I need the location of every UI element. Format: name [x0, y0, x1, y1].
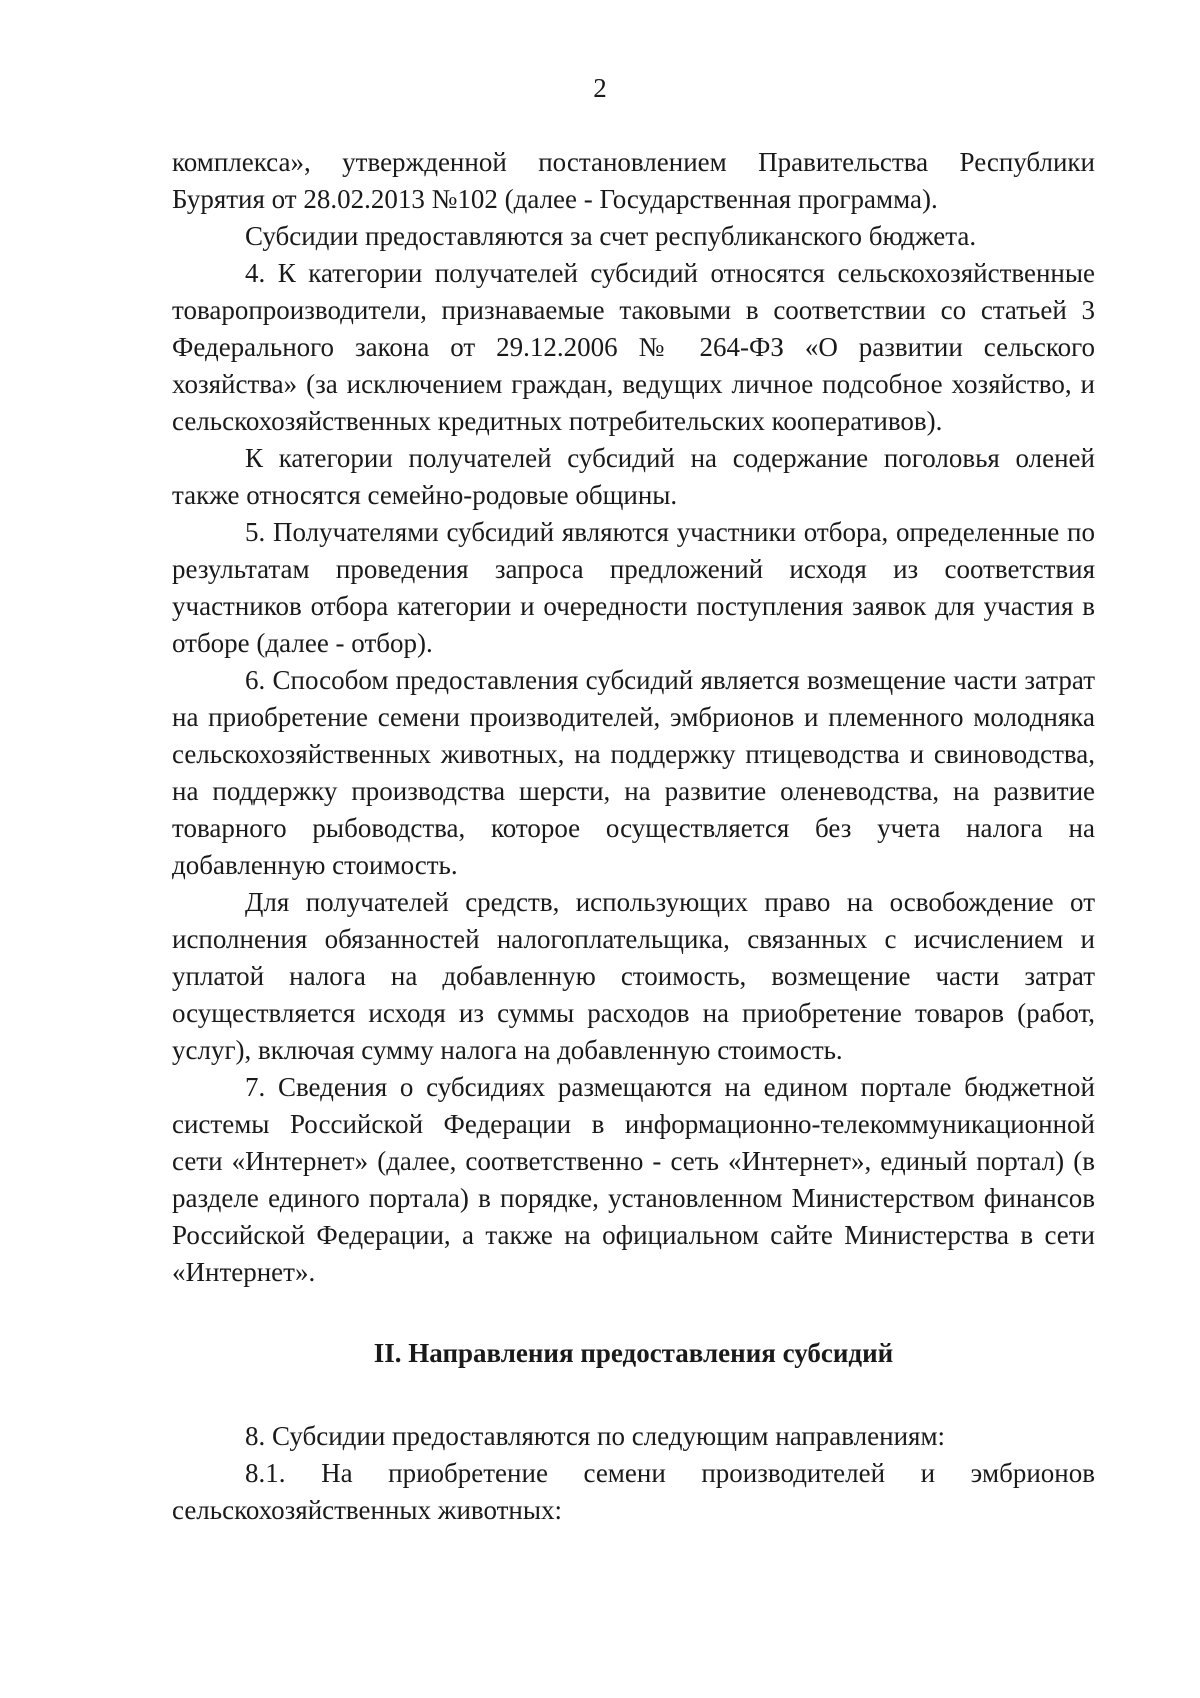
paragraph: 8. Субсидии предоставляются по следующим направлениям:	[245, 1421, 946, 1451]
paragraphs-after-heading	[172, 1418, 1095, 1529]
paragraphs-before-heading	[172, 144, 1095, 1291]
paragraph: 7. Сведения о субсидиях размещаются на едином портале бюджетной системы Российской Федерации в информационно-телекоммуникационной сети «Интернет» (далее, соответственно - сеть «Интернет», единый портал) (в разделе единого портала) в порядке, установленном Министерством финансов Российской Федерации, а также на официальном сайте Министерства в сети «Интернет».	[172, 1072, 1095, 1287]
paragraph: комплекса», утвержденной постановлением Правительства Республики Бурятия от 28.02.2013 №102 (далее - Государственная программа).	[172, 147, 1095, 214]
paragraph: 6. Способом предоставления субсидий является возмещение части затрат на приобретение семени производителей, эмбрионов и племенного молодняка сельскохозяйственных животных, на поддержку птицеводства и свиноводства, на поддержку производства шерсти, на развитие оленеводства, на развитие товарного рыбоводства, которое осуществляется без учета налога на добавленную стоимость.	[172, 665, 1095, 880]
paragraph: Для получателей средств, использующих право на освобождение от исполнения обязанностей налогоплательщика, связанных с исчислением и уплатой налога на добавленную стоимость, возмещение части затрат осуществляется исходя из суммы расходов на приобретение товаров (работ, услуг), включая сумму налога на добавленную стоимость.	[172, 887, 1095, 1065]
section-heading: II. Направления предоставления субсидий	[373, 1338, 894, 1368]
paragraph: 5. Получателями субсидий являются участники отбора, определенные по результатам проведения запроса предложений исходя из соответствия участников отбора категории и очередности поступления заявок для участия в отборе (далее - отбор).	[172, 517, 1095, 658]
paragraph: Субсидии предоставляются за счет республиканского бюджета.	[245, 221, 977, 251]
document-body	[172, 144, 1095, 1529]
paragraph: 4. К категории получателей субсидий относятся сельскохозяйственные товаропроизводители, признаваемые таковыми в соответствии со статьей 3 Федерального закона от 29.12.2006 № 264-ФЗ «О развитии сельского хозяйства» (за исключением граждан, ведущих личное подсобное хозяйство, и сельскохозяйственных кредитных потребительских кооперативов).	[172, 258, 1095, 436]
paragraph: 8.1. На приобретение семени производителей и эмбрионов сельскохозяйственных животных:	[172, 1458, 1095, 1525]
page-number: 2	[593, 73, 607, 103]
paragraph: К категории получателей субсидий на содержание поголовья оленей также относятся семейно-родовые общины.	[172, 443, 1095, 510]
